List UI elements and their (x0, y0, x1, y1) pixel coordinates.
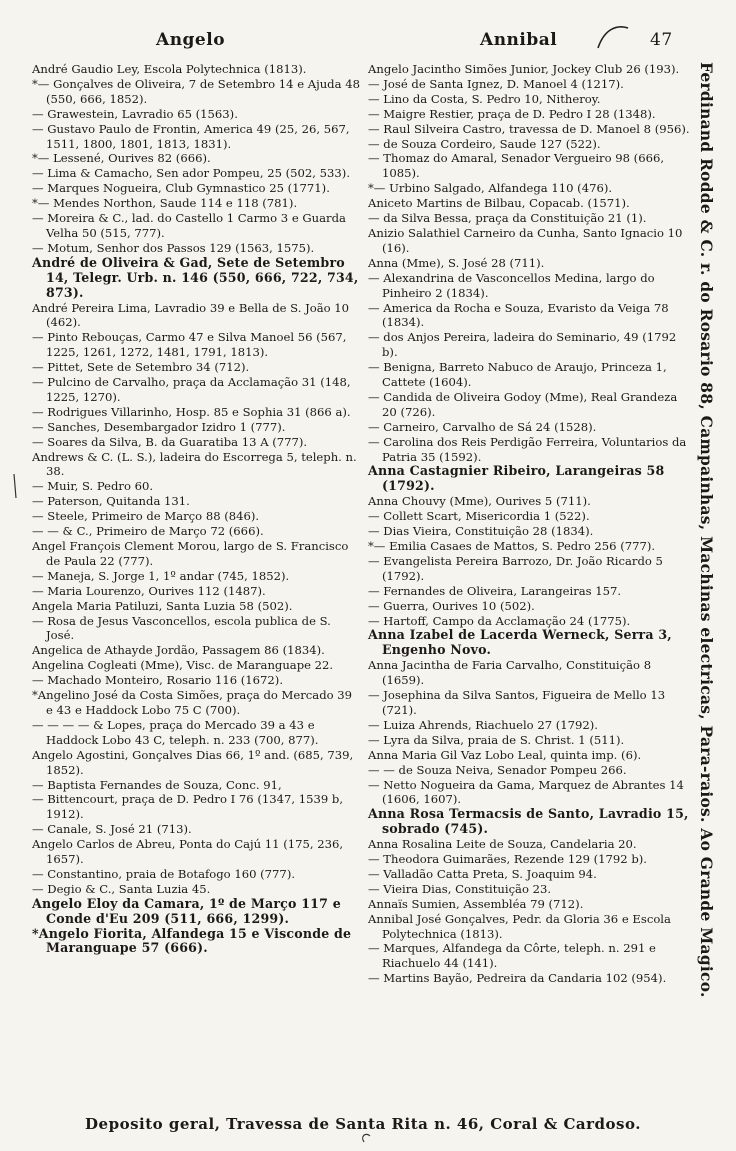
directory-entry: Anna Rosa Termacsis de Santo, Lavradio 15, sobrado (745). (368, 806, 689, 837)
directory-entry: Anna Maria Gil Vaz Lobo Leal, quinta imp. (6). (368, 747, 642, 762)
directory-entry: Anna (Mme), S. José 28 (711). (368, 255, 545, 270)
directory-entry: — de Souza Cordeiro, Saude 127 (522). (368, 136, 601, 151)
directory-entry: — Paterson, Quitanda 131. (32, 494, 190, 509)
directory-entry: — Constantino, praia de Botafogo 160 (777). (32, 866, 296, 881)
directory-entry: — Pinto Rebouças, Carmo 47 e Silva Manoel 56 (567, 1225, 1261, 1272, 1481, 1791, 1813). (32, 330, 347, 360)
directory-entry: Angel François Clement Morou, largo de S. Francisco de Paula 22 (777). (32, 539, 349, 568)
directory-entry: Angelina Cogleati (Mme), Visc. de Maranguape 22. (32, 658, 334, 673)
directory-entry: Anna Rosalina Leite de Souza, Candelaria 20. (368, 837, 637, 852)
directory-entry: — Valladão Catta Preta, S. Joaquim 94. (368, 866, 597, 881)
fold-mark-left (14, 474, 16, 498)
directory-entry: — Canale, S. José 21 (713). (32, 822, 192, 837)
directory-entry: — Steele, Primeiro de Março 88 (846). (32, 509, 260, 524)
directory-entry: — Vieira Dias, Constituição 23. (368, 881, 552, 896)
directory-entry: *— Mendes Northon, Saude 114 e 118 (781). (32, 196, 298, 211)
directory-entry: — Maria Lourenzo, Ourives 112 (1487). (32, 583, 266, 598)
directory-entry: — Theodora Guimarães, Rezende 129 (1792 b). (368, 852, 647, 867)
directory-entry: — Candida de Oliveira Godoy (Mme), Real Grandeza 20 (726). (368, 389, 678, 419)
directory-entry: — Luiza Ahrends, Riachuelo 27 (1792). (368, 717, 598, 732)
directory-entry: — — de Souza Neiva, Senador Pompeu 266. (368, 762, 627, 777)
directory-entry: *Angelino José da Costa Simões, praça do Mercado 39 e 43 e Haddock Lobo 75 C (700). (32, 688, 353, 717)
directory-entry: — America da Rocha e Souza, Evaristo da Veiga 78 (1834). (368, 300, 669, 330)
directory-entry: Angelo Eloy da Camara, 1º de Março 117 e Conde d'Eu 209 (511, 666, 1299). (32, 895, 341, 926)
directory-entry: André Gaudio Ley, Escola Polytechnica (1813). (32, 62, 307, 76)
directory-entry: — Netto Nogueira da Gama, Marquez de Abrantes 14 (1606, 1607). (368, 777, 684, 807)
directory-entry: — Pulcino de Carvalho, praça da Acclamação 31 (148, 1225, 1270). (32, 375, 351, 404)
directory-entry: — Thomaz do Amaral, Senador Vergueiro 98 (666, 1085). (368, 151, 665, 181)
directory-entry: — Sanches, Desembargador Izidro 1 (777). (32, 419, 286, 434)
right-column (368, 62, 690, 986)
directory-entry: — Collett Scart, Misericordia 1 (522). (368, 509, 590, 524)
directory-entry: Anna Castagnier Ribeiro, Larangeiras 58 (1792). (368, 463, 665, 494)
footer-advertisement: Deposito geral, Travessa de Santa Rita n. 46, Coral & Cardoso. (85, 1115, 641, 1133)
directory-entry: Angelica de Athayde Jordão, Passagem 86 (1834). (32, 643, 325, 658)
directory-entry: — Machado Monteiro, Rosario 116 (1672). (32, 673, 283, 688)
directory-entry: — Bittencourt, praça de D. Pedro I 76 (1347, 1539 b, 1912). (32, 792, 344, 822)
directory-entry: Angelo Agostini, Gonçalves Dias 66, 1º and. (685, 739, 1852). (32, 747, 354, 777)
directory-entry: — Lima & Camacho, Sen ador Pompeu, 25 (502, 533). (32, 166, 351, 181)
left-column (32, 62, 362, 956)
directory-entry: — Raul Silveira Castro, travessa de D. Manoel 8 (956). (368, 121, 690, 136)
directory-entry: — Guerra, Ourives 10 (502). (368, 598, 535, 613)
directory-entry: *— Urbino Salgado, Alfandega 110 (476). (368, 181, 613, 196)
directory-entry: — Maigre Restier, praça de D. Pedro I 28 (1348). (368, 106, 656, 121)
directory-entry: Aniceto Martins de Bilbau, Copacab. (1571). (368, 196, 630, 211)
directory-entry: — Marques, Alfandega da Côrte, teleph. n. 291 e Riachuelo 44 (141). (368, 941, 656, 971)
directory-entry: — Gustavo Paulo de Frontin, America 49 (25, 26, 567, 1511, 1800, 1801, 1813, 1831). (32, 121, 350, 151)
directory-entry: — Muir, S. Pedro 60. (32, 479, 154, 494)
directory-entry: — Rodrigues Villarinho, Hosp. 85 e Sophia 31 (866 a). (32, 404, 351, 419)
directory-entry: — Baptista Fernandes de Souza, Conc. 91, (32, 777, 282, 792)
directory-entry: — Lyra da Silva, praia de S. Christ. 1 (511). (368, 732, 625, 747)
directory-entry: — Benigna, Barreto Nabuco de Araujo, Princeza 1, Cattete (1604). (368, 360, 667, 390)
directory-entry: Annibal José Gonçalves, Pedr. da Gloria 36 e Escola Polytechnica (1813). (368, 911, 671, 941)
directory-entry: *Angelo Fiorita, Alfandega 15 e Visconde de Maranguape 57 (666). (32, 925, 352, 956)
directory-entry: — Maneja, S. Jorge 1, 1º andar (745, 1852). (32, 568, 290, 583)
directory-entry: André de Oliveira & Gad, Sete de Setembro 14, Telegr. Urb. n. 146 (550, 666, 722, 734, 873). (32, 254, 359, 300)
directory-entry: Anna Chouvy (Mme), Ourives 5 (711). (368, 494, 591, 509)
directory-entry: Angelo Carlos de Abreu, Ponta do Cajú 11 (175, 236, 1657). (32, 837, 344, 867)
directory-entry: Angelo Jacintho Simões Junior, Jockey Club 26 (193). (368, 62, 680, 76)
directory-entry: — dos Anjos Pereira, ladeira do Seminario, 49 (1792 b). (368, 330, 677, 360)
directory-entry: — Marques Nogueira, Club Gymnastico 25 (1771). (32, 181, 330, 196)
page-header (30, 30, 690, 52)
directory-entry: Andrews & C. (L. S.), ladeira do Escorrega 5, teleph. n. 38. (32, 449, 357, 479)
directory-entry: — Moreira & C., lad. do Castello 1 Carmo 3 e Guarda Velha 50 (515, 777). (32, 211, 346, 240)
directory-entry: — Martins Bayão, Pedreira da Candaria 102 (954). (368, 971, 667, 986)
directory-entry: — Rosa de Jesus Vasconcellos, escola publica de S. José. (32, 613, 331, 643)
directory-entry: — Evangelista Pereira Barrozo, Dr. João Ricardo 5 (1792). (368, 553, 663, 583)
directory-entry: — Degio & C., Santa Luzia 45. (32, 881, 211, 896)
directory-entry: Anna Izabel de Lacerda Werneck, Serra 3, Engenho Novo. (368, 627, 672, 658)
directory-entry: Anizio Salathiel Carneiro da Cunha, Santo Ignacio 10 (16). (368, 225, 683, 255)
directory-entry: — — & C., Primeiro de Março 72 (666). (32, 524, 264, 539)
directory-entry: — Fernandes de Oliveira, Larangeiras 157. (368, 583, 622, 598)
directory-entry: *— Lessené, Ourives 82 (666). (32, 151, 211, 166)
directory-entry: — Lino da Costa, S. Pedro 10, Nitheroy. (368, 91, 601, 106)
directory-entry: *— Gonçalves de Oliveira, 7 de Setembro 14 e Ajuda 48 (550, 666, 1852). (32, 76, 360, 106)
directory-entry: — da Silva Bessa, praça da Constituição 21 (1). (368, 211, 647, 226)
side-advertisement: Ferdinand Rodde & C. r. do Rosario 88, Campainhas, Machinas electricas, Para-raios. Ao Grande Magico. (697, 62, 715, 998)
directory-entry: André Pereira Lima, Lavradio 39 e Bella de S. João 10 (462). (32, 300, 350, 330)
fold-mark-bottom (363, 1134, 370, 1142)
directory-entry: — Carneiro, Carvalho de Sá 24 (1528). (368, 419, 597, 434)
right-running-title: Annibal (480, 30, 558, 50)
directory-entry: Anna Jacintha de Faria Carvalho, Constituição 8 (1659). (368, 658, 652, 688)
directory-entry: — Pittet, Sete de Setembro 34 (712). (32, 360, 250, 375)
directory-entry: — Carolina dos Reis Perdigão Ferreira, Voluntarios da Patria 35 (1592). (368, 434, 687, 464)
directory-entry: — José de Santa Ignez, D. Manoel 4 (1217). (368, 76, 624, 91)
directory-entry: — Josephina da Silva Santos, Figueira de Mello 13 (721). (368, 688, 666, 717)
directory-entry: — — — — & Lopes, praça do Mercado 39 a 43 e Haddock Lobo 43 C, teleph. n. 233 (700, 877). (32, 717, 319, 747)
directory-entry: — Alexandrina de Vasconcellos Medina, largo do Pinheiro 2 (1834). (368, 270, 655, 300)
directory-entry: — Soares da Silva, B. da Guaratiba 13 A (777). (32, 434, 308, 449)
directory-entry: — Hartoff, Campo da Acclamação 24 (1775). (368, 613, 631, 628)
directory-entry: Annaïs Sumien, Assembléa 79 (712). (368, 896, 584, 911)
page-number: 47 (650, 30, 673, 50)
directory-entry: *— Emilia Casaes de Mattos, S. Pedro 256 (777). (368, 539, 656, 553)
directory-entry: — Grawestein, Lavradio 65 (1563). (32, 106, 238, 121)
directory-entry: — Motum, Senhor dos Passos 129 (1563, 1575). (32, 240, 315, 255)
directory-entry: Angela Maria Patiluzi, Santa Luzia 58 (502). (32, 598, 293, 613)
left-running-title: Angelo (156, 30, 226, 50)
directory-entry: — Dias Vieira, Constituição 28 (1834). (368, 524, 594, 539)
